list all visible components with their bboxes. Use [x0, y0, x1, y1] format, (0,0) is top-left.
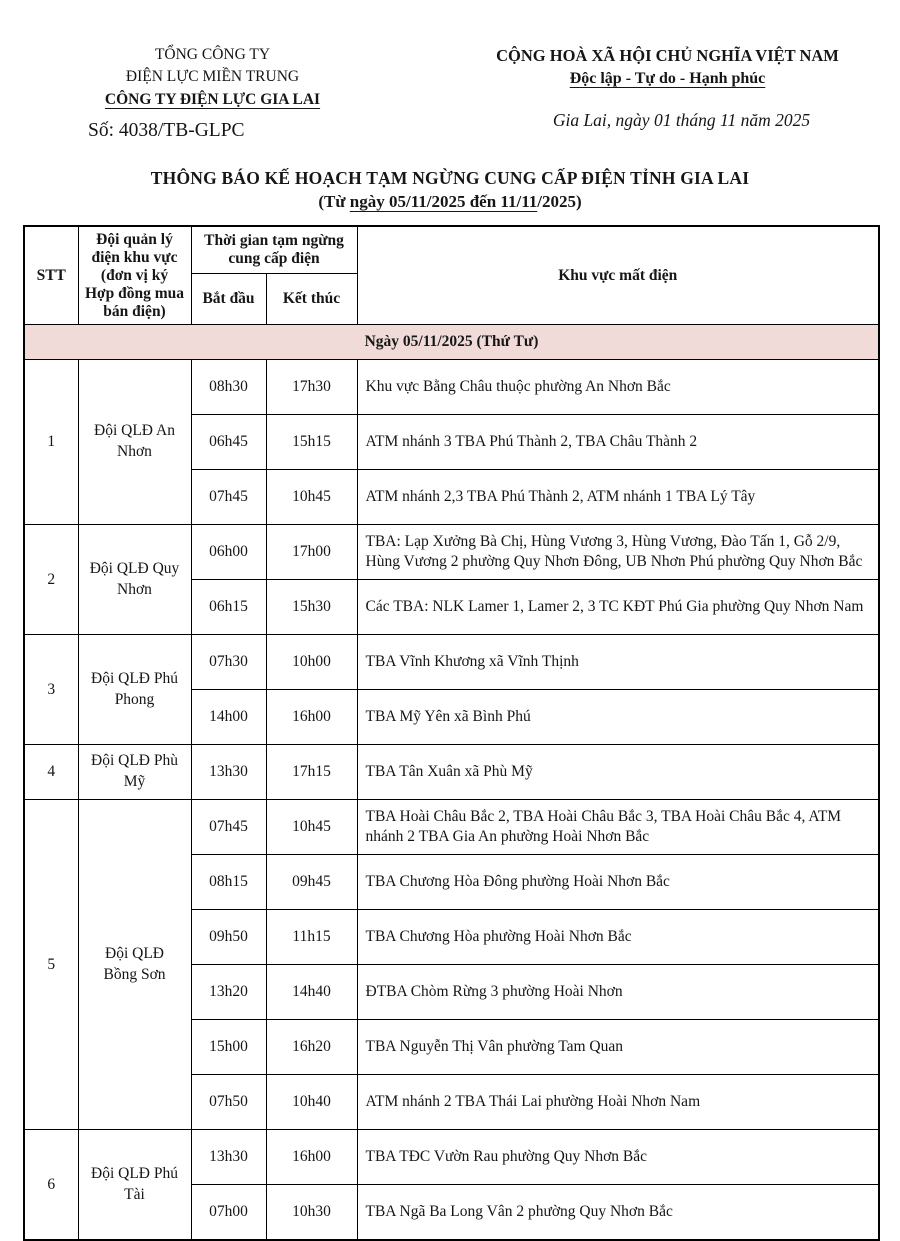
end-time-cell: 16h00 — [266, 1130, 357, 1185]
area-cell: Các TBA: NLK Lamer 1, Lamer 2, 3 TC KĐT Phú Gia phường Quy Nhơn Nam — [357, 580, 879, 635]
document-number: Số: 4038/TB-GLPC — [88, 120, 245, 142]
column-header-time-group: Thời gian tạm ngừng cung cấp điện — [191, 226, 357, 274]
date-range-prefix: (Từ — [318, 192, 350, 212]
end-time-cell: 10h00 — [266, 635, 357, 690]
date-range-suffix: /2025) — [537, 192, 582, 212]
end-time-cell: 16h20 — [266, 1020, 357, 1075]
area-cell: ĐTBA Chòm Rừng 3 phường Hoài Nhơn — [357, 965, 879, 1020]
date-range-underlined: ngày 05/11/2025 đến 11/11 — [349, 192, 538, 212]
start-time-cell: 13h20 — [191, 965, 266, 1020]
start-time-cell: 08h30 — [191, 360, 266, 415]
column-header-area: Khu vực mất điện — [357, 226, 879, 325]
regional-company-name: ĐIỆN LỰC MIỀN TRUNG — [125, 68, 300, 86]
area-cell: TBA Mỹ Yên xã Bình Phú — [357, 690, 879, 745]
stt-cell: 4 — [24, 745, 78, 800]
page-title: THÔNG BÁO KẾ HOẠCH TẠM NGỪNG CUNG CẤP ĐIỆN TỈNH GIA LAI — [150, 168, 750, 189]
stt-cell: 6 — [24, 1130, 78, 1241]
area-cell: ATM nhánh 2,3 TBA Phú Thành 2, ATM nhánh 1 TBA Lý Tây — [357, 470, 879, 525]
letterhead — [0, 0, 900, 142]
document-title-block — [0, 168, 900, 212]
start-time-cell: 07h45 — [191, 800, 266, 855]
day-banner-row — [24, 325, 879, 360]
start-time-cell: 06h45 — [191, 415, 266, 470]
start-time-cell: 14h00 — [191, 690, 266, 745]
end-time-cell: 10h40 — [266, 1075, 357, 1130]
table-row — [24, 525, 879, 580]
corporation-name: TỔNG CÔNG TY — [154, 46, 271, 63]
header-row-top — [24, 226, 879, 274]
table-row — [24, 745, 879, 800]
letterhead-right — [445, 44, 890, 142]
end-time-cell: 15h15 — [266, 415, 357, 470]
team-cell: Đội QLĐ An Nhơn — [78, 360, 191, 525]
national-title: CỘNG HOÀ XÃ HỘI CHỦ NGHĨA VIỆT NAM — [496, 46, 839, 65]
column-header-end: Kết thúc — [266, 274, 357, 325]
end-time-cell: 14h40 — [266, 965, 357, 1020]
end-time-cell: 17h00 — [266, 525, 357, 580]
team-cell: Đội QLĐ Phù Mỹ — [78, 745, 191, 800]
column-header-team: Đội quản lý điện khu vực (đơn vị ký Hợp đồng mua bán điện) — [78, 226, 191, 325]
area-cell: TBA Chương Hòa phường Hoài Nhơn Bắc — [357, 910, 879, 965]
area-cell: TBA Hoài Châu Bắc 2, TBA Hoài Châu Bắc 3, TBA Hoài Châu Bắc 4, ATM nhánh 2 TBA Gia An phường Hoài Nhơn Bắc — [357, 800, 879, 855]
start-time-cell: 07h45 — [191, 470, 266, 525]
outage-schedule-table — [23, 225, 880, 1241]
day-banner: Ngày 05/11/2025 (Thứ Tư) — [24, 325, 879, 360]
area-cell: TBA Vĩnh Khương xã Vĩnh Thịnh — [357, 635, 879, 690]
issue-date-line: Gia Lai, ngày 01 tháng 11 năm 2025 — [552, 109, 811, 130]
start-time-cell: 06h15 — [191, 580, 266, 635]
area-cell: TBA TĐC Vườn Rau phường Quy Nhơn Bắc — [357, 1130, 879, 1185]
team-cell: Đội QLĐ Phú Phong — [78, 635, 191, 745]
stt-cell: 5 — [24, 800, 78, 1130]
end-time-cell: 10h45 — [266, 800, 357, 855]
area-cell: ATM nhánh 3 TBA Phú Thành 2, TBA Châu Thành 2 — [357, 415, 879, 470]
end-time-cell: 10h30 — [266, 1185, 357, 1241]
end-time-cell: 10h45 — [266, 470, 357, 525]
area-cell: TBA Chương Hòa Đông phường Hoài Nhơn Bắc — [357, 855, 879, 910]
area-cell: ATM nhánh 2 TBA Thái Lai phường Hoài Nhơn Nam — [357, 1075, 879, 1130]
table-row — [24, 360, 879, 415]
start-time-cell: 07h00 — [191, 1185, 266, 1241]
start-time-cell: 13h30 — [191, 1130, 266, 1185]
team-cell: Đội QLĐ Quy Nhơn — [78, 525, 191, 635]
end-time-cell: 09h45 — [266, 855, 357, 910]
table-row — [24, 800, 879, 855]
table-row — [24, 635, 879, 690]
table-row — [24, 1130, 879, 1185]
team-cell: Đội QLĐ Phú Tài — [78, 1130, 191, 1241]
column-header-stt: STT — [24, 226, 78, 325]
start-time-cell: 07h50 — [191, 1075, 266, 1130]
start-time-cell: 09h50 — [191, 910, 266, 965]
end-time-cell: 17h30 — [266, 360, 357, 415]
area-cell: TBA: Lạp Xưởng Bà Chị, Hùng Vương 3, Hùng Vương, Đào Tấn 1, Gỗ 2/9, Hùng Vương 2 phường Quy Nhơn Đông, UB Nhơn Phú phường Quy Nhơn Bắc — [357, 525, 879, 580]
area-cell: TBA Ngã Ba Long Vân 2 phường Quy Nhơn Bắc — [357, 1185, 879, 1241]
letterhead-left — [40, 44, 385, 142]
national-motto: Độc lập - Tự do - Hạnh phúc — [569, 69, 766, 87]
table-header — [24, 226, 879, 360]
end-time-cell: 16h00 — [266, 690, 357, 745]
date-range-subtitle — [0, 192, 900, 212]
start-time-cell: 13h30 — [191, 745, 266, 800]
start-time-cell: 06h00 — [191, 525, 266, 580]
end-time-cell: 11h15 — [266, 910, 357, 965]
stt-cell: 3 — [24, 635, 78, 745]
end-time-cell: 17h15 — [266, 745, 357, 800]
area-cell: TBA Nguyễn Thị Vân phường Tam Quan — [357, 1020, 879, 1075]
start-time-cell: 08h15 — [191, 855, 266, 910]
start-time-cell: 07h30 — [191, 635, 266, 690]
end-time-cell: 15h30 — [266, 580, 357, 635]
area-cell: TBA Tân Xuân xã Phù Mỹ — [357, 745, 879, 800]
area-cell: Khu vực Bằng Châu thuộc phường An Nhơn Bắc — [357, 360, 879, 415]
company-name: CÔNG TY ĐIỆN LỰC GIA LAI — [104, 90, 321, 108]
start-time-cell: 15h00 — [191, 1020, 266, 1075]
stt-cell: 2 — [24, 525, 78, 635]
team-cell: Đội QLĐ Bồng Sơn — [78, 800, 191, 1130]
stt-cell: 1 — [24, 360, 78, 525]
column-header-start: Bắt đầu — [191, 274, 266, 325]
outage-table-body — [24, 360, 879, 1241]
